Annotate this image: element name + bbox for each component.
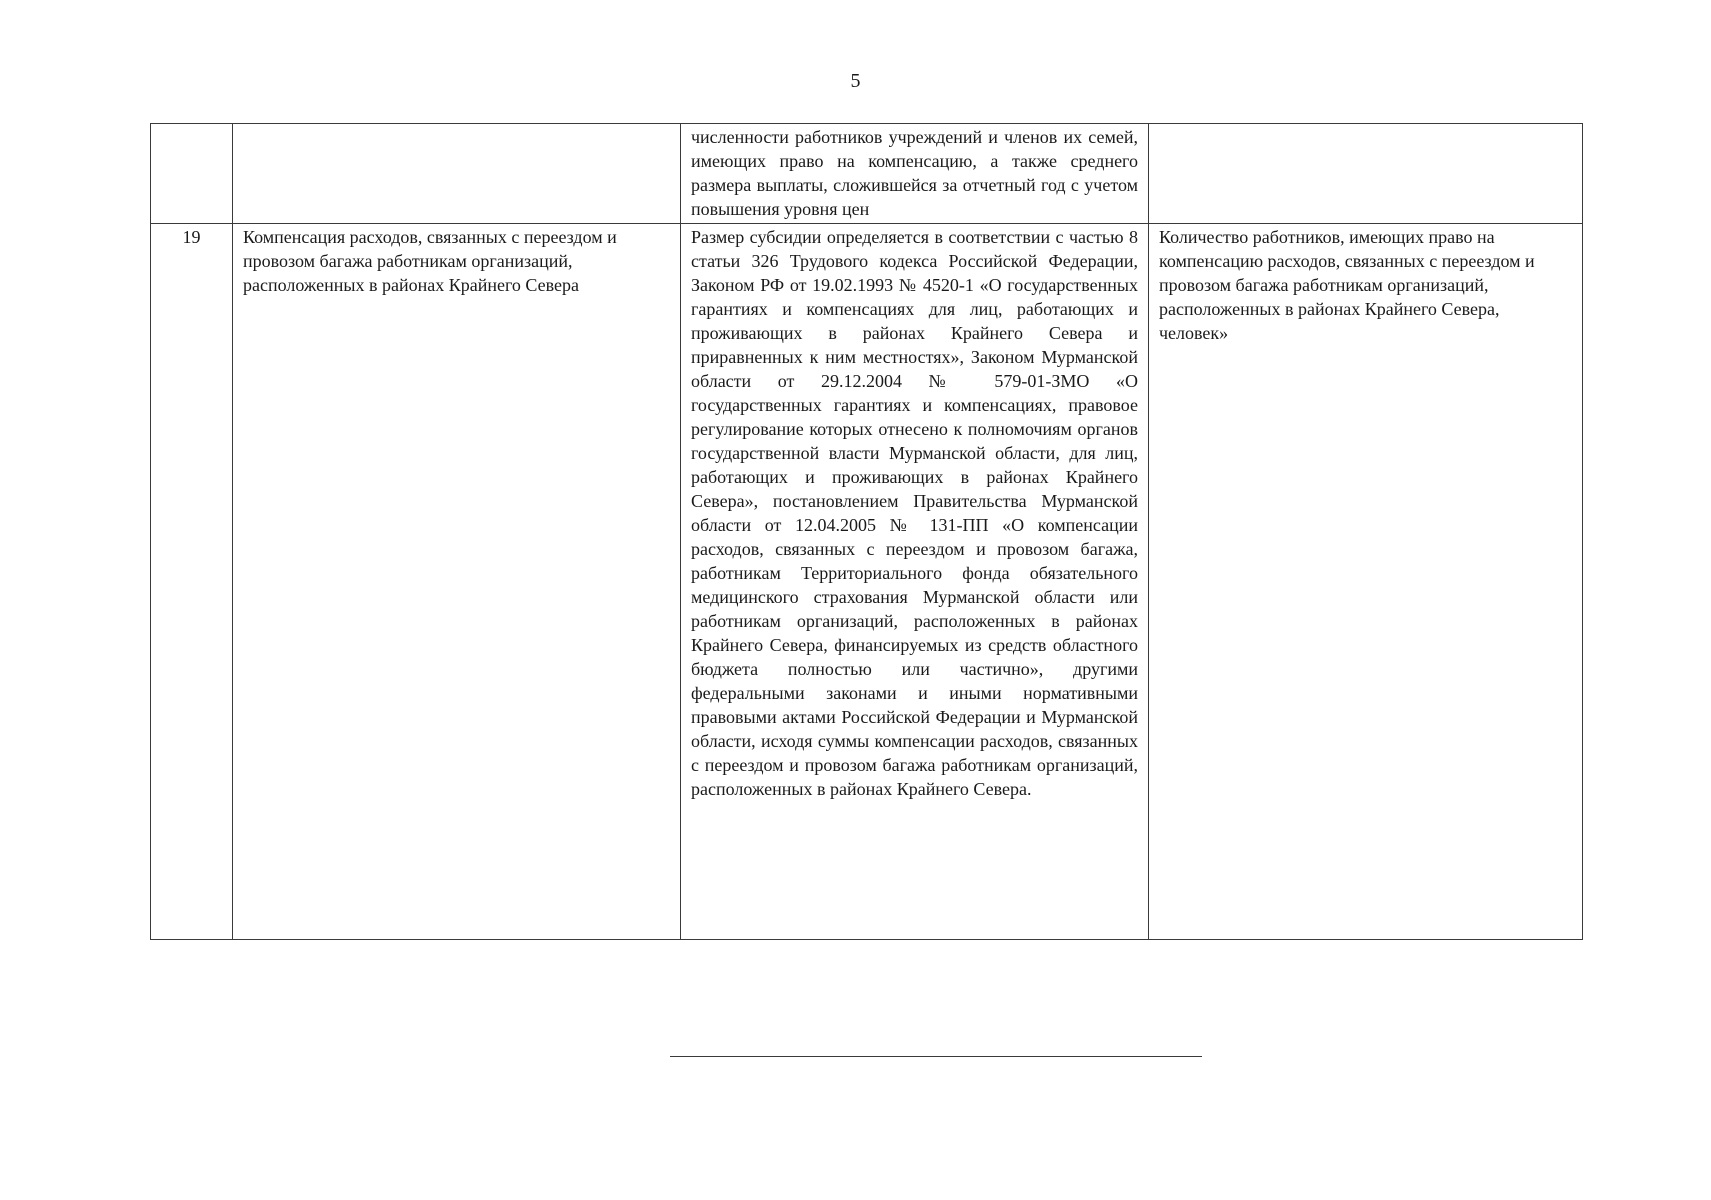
- subsidy-table: [150, 123, 1583, 940]
- calculation-method-cell: Размер субсидии определяется в соответствии с частью 8 статьи 326 Трудового кодекса Российской Федерации, Законом РФ от 19.02.1993 № 4520-1 «О государственных гарантиях и компенсациях для лиц, работающих и проживающих в районах Крайнего Севера и приравненных к ним местностях», Законом Мурманской области от 29.12.2004 № 579-01-ЗМО «О государственных гарантиях и компенсациях, правовое регулирование которых отнесено к полномочиям органов государственной власти Мурманской области, для лиц, работающих и проживающих в районах Крайнего Севера», постановлением Правительства Мурманской области от 12.04.2005 № 131-ПП «О компенсации расходов, связанных с переездом и провозом багажа, работникам Территориального фонда обязательного медицинского страхования Мурманской области или работникам организаций, расположенных в районах Крайнего Севера, финансируемых из средств областного бюджета полностью или частично», другими федеральными законами и иными нормативными правовыми актами Российской Федерации и Мурманской области, исходя суммы компенсации расходов, связанных с переездом и провозом багажа работникам организаций, расположенных в районах Крайнего Севера.: [681, 224, 1149, 940]
- calculation-method-cell: численности работников учреждений и членов их семей, имеющих право на компенсацию, а также среднего размера выплаты, сложившейся за отчетный год с учетом повышения уровня цен: [681, 124, 1149, 224]
- table-row-continued: [151, 124, 1583, 224]
- indicator-cell: Количество работников, имеющих право на компенсацию расходов, связанных с переездом и провозом багажа работникам организаций, расположенных в районах Крайнего Севера, человек»: [1149, 224, 1583, 940]
- end-of-document-rule: [670, 1056, 1202, 1057]
- row-number-cell: [151, 124, 233, 224]
- row-number-cell: 19: [151, 224, 233, 940]
- page-number: 5: [850, 70, 861, 92]
- expense-name-cell: [233, 124, 681, 224]
- expense-name-cell: Компенсация расходов, связанных с переездом и провозом багажа работникам организаций, расположенных в районах Крайнего Севера: [233, 224, 681, 940]
- table-row-19: [151, 224, 1583, 940]
- indicator-cell: [1149, 124, 1583, 224]
